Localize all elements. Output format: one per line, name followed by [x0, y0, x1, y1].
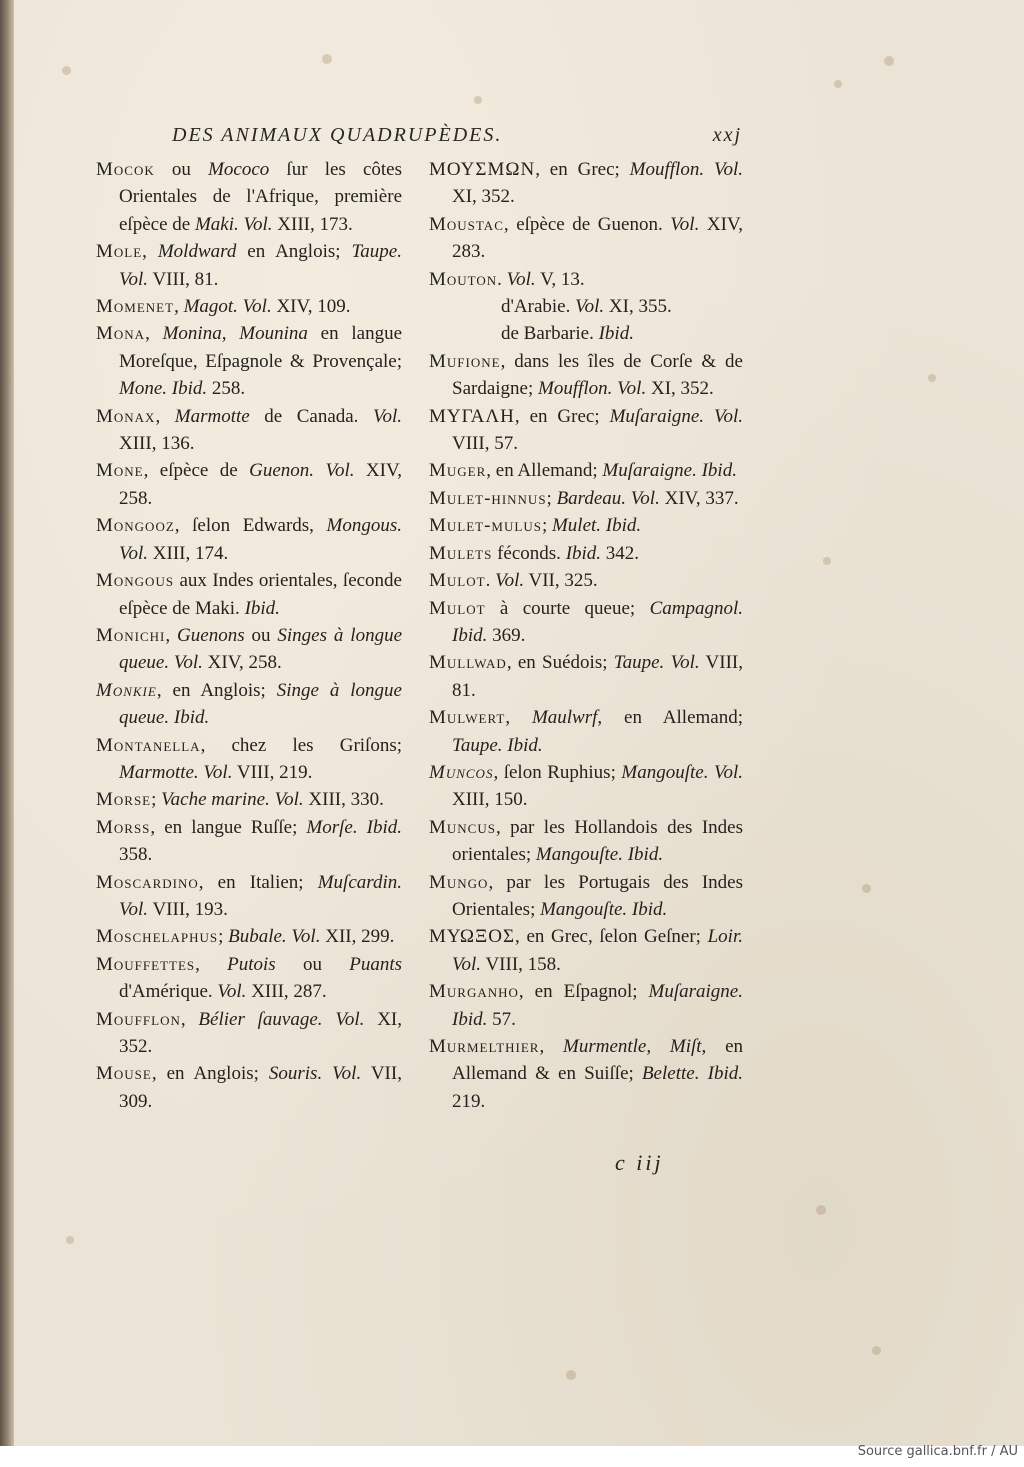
- entry-text: , en Grec, ſelon Geſner;: [515, 926, 708, 948]
- entry-text: Vache marine. Vol.: [161, 789, 304, 811]
- foxing-spot: [834, 80, 842, 88]
- index-entry: [429, 266, 743, 293]
- entry-text: , en langue Ruſſe;: [150, 816, 307, 838]
- entry-text: de Barbarie.: [501, 323, 599, 345]
- entry-text: Taupe. Ibid.: [452, 734, 543, 756]
- entry-text: Bélier ſauvage. Vol.: [198, 1008, 365, 1030]
- entry-headword: Morse: [96, 789, 152, 811]
- entry-headword: Mullwad: [429, 652, 507, 674]
- entry-text: Taupe. Vol.: [613, 652, 700, 674]
- entry-text: 57.: [487, 1008, 516, 1030]
- entry-text: Magot. Vol.: [183, 296, 272, 318]
- signature-mark: c iij: [615, 1150, 664, 1175]
- entry-text: ſur les côtes Orientales de l'Afrique, première eſpèce de: [119, 159, 402, 235]
- entry-headword: Moscardino: [96, 871, 199, 893]
- index-entry: [96, 951, 402, 1006]
- index-entry: [96, 622, 402, 677]
- entry-headword: Mone: [96, 460, 144, 482]
- entry-text: en Anglois;: [236, 241, 352, 263]
- index-entry: [429, 704, 743, 759]
- entry-text: , en Suédois;: [506, 652, 614, 674]
- entry-text: Souris. Vol.: [268, 1063, 362, 1085]
- entry-headword: Murmelthier: [429, 1036, 540, 1057]
- entry-text: ,: [145, 323, 163, 345]
- entry-text: , en Allemand & en Suiſſe;: [452, 1036, 743, 1085]
- entry-text: Singe à longue queue. Ibid.: [119, 679, 402, 729]
- entry-text: Singes à longue queue. Vol.: [119, 624, 403, 674]
- entry-text: Mulet. Ibid.: [551, 515, 642, 537]
- entry-text: , eſpèce de Guenon.: [503, 213, 671, 235]
- entry-text: féconds.: [492, 542, 566, 564]
- entry-text: ;: [218, 926, 229, 948]
- foxing-spot: [322, 54, 332, 64]
- entry-text: Muſaraigne. Vol.: [609, 405, 743, 427]
- entry-text: en langue Moreſque, Eſpagnole & Provençale;: [119, 323, 403, 372]
- entry-text: Moufflon. Vol.: [538, 378, 647, 400]
- entry-text: XIV, 283.: [452, 213, 743, 263]
- page-header: [172, 120, 742, 156]
- entry-text: ,: [505, 707, 532, 729]
- entry-text: Mangouſte. Vol.: [621, 761, 743, 783]
- index-entry: [429, 567, 743, 594]
- running-title: DES ANIMAUX QUADRUPÈDES.: [172, 124, 503, 146]
- entry-headword: Moufflon: [96, 1008, 181, 1030]
- entry-text: à courte queue;: [485, 597, 650, 619]
- entry-text: XIV, 337.: [659, 487, 739, 509]
- entry-text: 342.: [601, 542, 640, 564]
- entry-text: Moufflon. Vol.: [629, 159, 743, 180]
- entry-text: ;: [546, 487, 557, 509]
- index-entry: [429, 759, 743, 814]
- entry-text: XIII, 287.: [246, 981, 327, 1003]
- entry-text: VIII, 158.: [481, 953, 561, 975]
- entry-text: ,: [539, 1036, 563, 1057]
- entry-text: d'Amérique.: [119, 981, 218, 1003]
- index-entry: [429, 512, 743, 539]
- index-entry: [429, 814, 743, 869]
- foxing-spot: [66, 1236, 74, 1244]
- entry-text: Puants: [349, 953, 403, 975]
- index-column-left: [96, 156, 402, 1115]
- entry-text: ou: [154, 159, 209, 180]
- entry-headword: ΜΥΩΞΟΣ: [429, 926, 516, 948]
- entry-text: Marmotte: [174, 405, 250, 427]
- entry-text: XI, 352.: [452, 186, 515, 208]
- index-entry: [96, 457, 402, 512]
- index-entry: [96, 320, 402, 402]
- foxing-spot: [862, 884, 871, 893]
- foxing-spot: [816, 1205, 826, 1215]
- entry-headword: Muncos: [429, 761, 494, 783]
- index-entry: [429, 320, 743, 347]
- entry-text: , en Anglois;: [151, 1063, 269, 1085]
- entry-headword: ΜΟΥΣΜΩΝ: [429, 159, 536, 180]
- entry-text: Maki. Vol.: [194, 213, 273, 235]
- index-entry: [429, 403, 743, 458]
- entry-text: Vol.: [372, 405, 403, 427]
- entry-text: , en Eſpagnol;: [518, 981, 649, 1003]
- entry-text: Guenon. Vol.: [249, 460, 355, 482]
- entry-text: , par les Hollandois des Indes orientales;: [452, 816, 743, 866]
- entry-headword: Mulot: [429, 597, 486, 619]
- entry-text: , en Allemand;: [486, 460, 603, 482]
- index-entry: [429, 540, 743, 567]
- entry-text: 219.: [452, 1090, 486, 1112]
- entry-text: XIII, 173.: [272, 213, 353, 235]
- entry-headword: Monkie: [96, 679, 157, 701]
- entry-text: , eſpèce de: [143, 460, 250, 482]
- page-folio: xxj: [712, 124, 742, 146]
- entry-headword: Muger: [429, 460, 487, 482]
- entry-text: ;: [541, 515, 552, 537]
- entry-text: Mangouſte. Ibid.: [535, 844, 664, 866]
- entry-text: VIII, 81.: [148, 268, 219, 290]
- entry-text: Mongous. Vol.: [119, 515, 402, 564]
- entry-text: , en Anglois;: [156, 679, 277, 701]
- foxing-spot: [928, 374, 936, 382]
- index-entry: [429, 869, 743, 924]
- entry-text: , ſelon Edwards,: [174, 515, 327, 537]
- entry-text: , chez les Griſons;: [200, 734, 402, 756]
- entry-text: ,: [155, 405, 175, 427]
- entry-text: VIII, 81.: [452, 652, 744, 701]
- book-binding-edge: [0, 0, 14, 1446]
- entry-text: Mone. Ibid.: [119, 378, 208, 400]
- entry-text: .: [485, 570, 496, 592]
- entry-text: Monina, Mounina: [162, 323, 308, 345]
- entry-text: Maulwrf: [531, 707, 598, 729]
- index-entry: [96, 677, 402, 732]
- foxing-spot: [566, 1370, 576, 1380]
- foxing-spot: [884, 56, 894, 66]
- index-entry: [96, 786, 402, 813]
- entry-headword: Mona: [96, 323, 146, 345]
- entry-headword: Momenet: [96, 296, 175, 318]
- entry-text: ;: [151, 789, 162, 811]
- entry-text: 258.: [207, 378, 246, 400]
- index-entry: [96, 238, 402, 293]
- entry-text: V, 13.: [535, 268, 585, 290]
- index-entry: [96, 403, 402, 458]
- entry-text: XIII, 136.: [119, 433, 195, 455]
- entry-text: XI, 352.: [119, 1008, 402, 1057]
- entry-text: VIII, 219.: [232, 761, 313, 783]
- entry-text: 369.: [487, 624, 526, 646]
- foxing-spot: [62, 66, 71, 75]
- index-entry: [429, 348, 743, 403]
- index-entry: [429, 485, 743, 512]
- entry-text: VII, 325.: [524, 570, 598, 592]
- entry-headword: Mulet-hinnus: [429, 487, 547, 509]
- entry-text: ,: [180, 1008, 199, 1030]
- entry-headword: Morss: [96, 816, 151, 838]
- index-entry: [429, 1033, 743, 1115]
- entry-headword: Mouton: [429, 268, 498, 290]
- index-entry: [429, 649, 743, 704]
- entry-text: ou: [244, 624, 278, 646]
- entry-text: XIII, 330.: [303, 789, 384, 811]
- entry-text: Campagnol. Ibid.: [452, 597, 743, 646]
- entry-text: Vol.: [575, 296, 605, 318]
- entry-text: VIII, 193.: [148, 898, 228, 920]
- entry-text: , par les Portugais des Indes Orientales;: [452, 871, 743, 920]
- entry-text: Murmentle, Miſt: [563, 1036, 702, 1057]
- entry-text: aux Indes orientales, ſeconde eſpèce de Maki.: [119, 570, 402, 619]
- index-entry: [429, 211, 743, 266]
- index-entry: [96, 1060, 402, 1115]
- entry-headword: Moustac: [429, 213, 504, 235]
- index-entry: [96, 1006, 402, 1061]
- entry-headword: Mongooz: [96, 515, 175, 537]
- entry-headword: Mole: [96, 241, 143, 263]
- entry-text: , dans les îles de Corſe & de Sardaigne;: [452, 350, 743, 400]
- entry-headword: Mouffettes: [96, 953, 196, 975]
- index-entry: [96, 512, 402, 567]
- entry-text: XIII, 150.: [452, 789, 528, 811]
- source-note: Source gallica.bnf.fr / AU: [857, 1444, 1018, 1459]
- entry-text: 358.: [119, 844, 153, 866]
- index-entry: [96, 869, 402, 924]
- entry-text: ,: [142, 241, 158, 263]
- entry-text: XIV, 258.: [202, 652, 282, 674]
- entry-text: d'Arabie.: [501, 296, 576, 318]
- entry-headword: Mulet-mulus: [429, 515, 542, 537]
- entry-text: Morſe. Ibid.: [306, 816, 402, 838]
- index-entry: [429, 156, 743, 211]
- entry-text: ,: [165, 624, 178, 646]
- entry-text: , en Grec;: [535, 159, 630, 180]
- entry-headword: Mulot: [429, 570, 486, 592]
- entry-text: Vol.: [506, 268, 536, 290]
- entry-text: Vol.: [670, 213, 700, 235]
- foxing-spot: [474, 96, 482, 104]
- index-entry: [96, 293, 402, 320]
- index-entry: [96, 923, 402, 950]
- index-entry: [429, 293, 743, 320]
- entry-text: Vol.: [217, 981, 247, 1003]
- entry-text: ,: [195, 953, 228, 975]
- entry-headword: Mulets: [429, 542, 493, 564]
- entry-text: XI, 355.: [604, 296, 672, 318]
- foxing-spot: [823, 557, 831, 565]
- entry-text: , ſelon Ruphius;: [493, 761, 622, 783]
- entry-text: Muſaraigne. Ibid.: [602, 460, 737, 482]
- entry-text: Mococo: [208, 159, 270, 180]
- index-entry: [96, 567, 402, 622]
- entry-text: Loir. Vol.: [452, 926, 743, 975]
- index-entry: [429, 923, 743, 978]
- entry-text: .: [497, 268, 507, 290]
- index-entry: [429, 595, 743, 650]
- foxing-spot: [872, 1346, 881, 1355]
- entry-text: XI, 352.: [646, 378, 714, 400]
- entry-headword: Montanella: [96, 734, 201, 756]
- index-entry: [96, 156, 402, 238]
- entry-headword: Monichi: [96, 624, 166, 646]
- entry-text: Muſaraigne. Ibid.: [452, 981, 743, 1030]
- entry-text: , en Italien;: [198, 871, 318, 893]
- entry-headword: Mufione: [429, 350, 501, 372]
- index-entry: [96, 814, 402, 869]
- entry-text: , en Allemand;: [597, 707, 744, 729]
- entry-headword: Murganho: [429, 981, 519, 1003]
- entry-text: XIV, 258.: [119, 460, 403, 509]
- entry-text: Marmotte. Vol.: [119, 761, 233, 783]
- entry-headword: Moschelaphus: [96, 926, 219, 948]
- index-entry: [429, 457, 743, 484]
- entry-text: Moldward: [157, 241, 237, 263]
- entry-text: XIV, 109.: [271, 296, 351, 318]
- entry-headword: Mouse: [96, 1063, 152, 1085]
- entry-headword: Mungo: [429, 871, 489, 893]
- entry-text: ou: [275, 953, 350, 975]
- entry-text: Belette. Ibid.: [641, 1063, 743, 1085]
- entry-text: Putois: [227, 953, 276, 975]
- entry-headword: Mulwert: [429, 707, 506, 729]
- entry-text: Bubale. Vol.: [228, 926, 321, 948]
- entry-headword: Mongous: [96, 570, 175, 592]
- entry-text: Bardeau. Vol.: [556, 487, 660, 509]
- entry-text: Ibid.: [598, 323, 634, 345]
- entry-text: de Canada.: [249, 405, 373, 427]
- entry-text: Muſcardin. Vol.: [119, 871, 402, 920]
- entry-text: Taupe. Vol.: [119, 241, 402, 290]
- entry-text: Ibid.: [244, 597, 280, 619]
- entry-text: VIII, 57.: [452, 433, 518, 455]
- entry-text: , en Grec;: [514, 405, 610, 427]
- entry-text: VII, 309.: [119, 1063, 402, 1112]
- entry-text: Vol.: [495, 570, 525, 592]
- entry-text: Mangouſte. Ibid.: [540, 898, 668, 920]
- entry-text: ,: [174, 296, 184, 318]
- entry-text: Guenons: [177, 624, 245, 646]
- index-entry: [429, 978, 743, 1033]
- entry-headword: Muncus: [429, 816, 496, 838]
- entry-text: XII, 299.: [320, 926, 395, 948]
- entry-headword: Monax: [96, 405, 156, 427]
- entry-text: XIII, 174.: [148, 542, 229, 564]
- entry-text: Ibid.: [565, 542, 602, 564]
- entry-headword: ΜΥΓΑΛΗ: [429, 405, 515, 427]
- entry-headword: Mocok: [96, 159, 155, 180]
- index-entry: [96, 732, 402, 787]
- index-column-right: [429, 156, 743, 1115]
